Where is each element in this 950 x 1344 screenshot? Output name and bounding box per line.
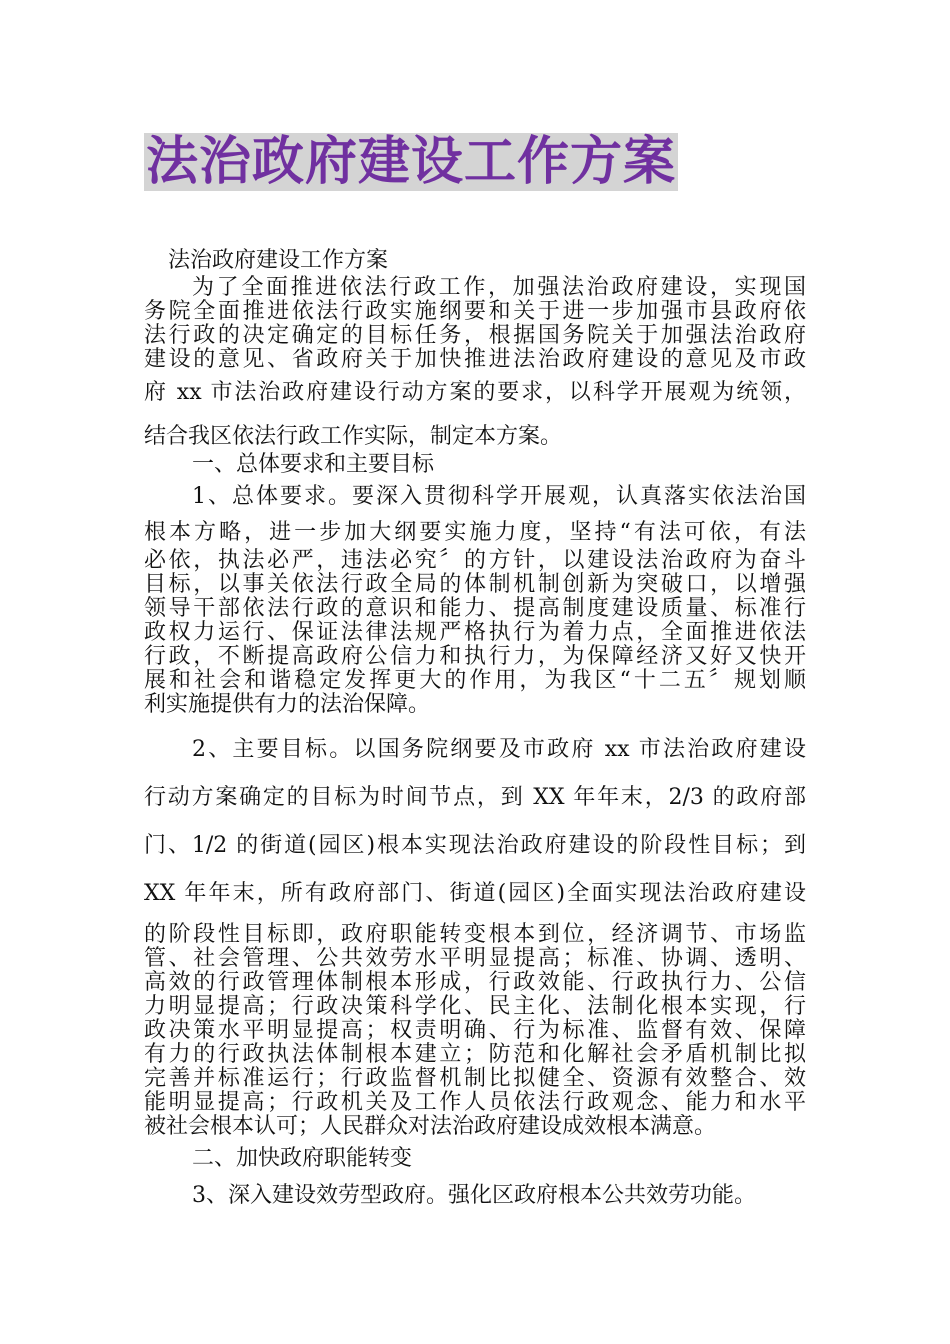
body-line: 二、加快政府职能转变 <box>192 1146 413 1171</box>
body-line: 3、深入建设效劳型政府。强化区政府根本公共效劳功能。 <box>192 1183 756 1208</box>
body-line: 法行政的决定确定的目标任务，根据国务院关于加强法治政府 <box>144 323 806 348</box>
body-line: 一、总体要求和主要目标 <box>192 452 435 477</box>
body-line: 1、总体要求。要深入贯彻科学开展观，认真落实依法治国 <box>192 484 806 509</box>
body-line: 力明显提高；行政决策科学化、民主化、法制化根本实现，行 <box>144 994 806 1019</box>
body-line: 完善并标准运行；行政监督机制比拟健全、资源有效整合、效 <box>144 1066 806 1091</box>
body-line: XX 年年末，所有政府部门、街道(园区)全面实现法治政府建设 <box>144 881 806 906</box>
body-line: 府 xx 市法治政府建设行动方案的要求，以科学开展观为统领， <box>144 380 806 405</box>
body-line: 2、主要目标。以国务院纲要及市政府 xx 市法治政府建设 <box>192 737 806 762</box>
body-line: 利实施提供有力的法治保障。 <box>144 692 431 717</box>
document-title: 法治政府建设工作方案 <box>146 132 677 192</box>
body-line: 政决策水平明显提高；权责明确、行为标准、监督有效、保障 <box>144 1018 806 1043</box>
body-line: 高效的行政管理体制根本形成，行政效能、行政执行力、公信 <box>144 970 806 995</box>
body-line: 必依，执法必严，违法必究〞的方针，以建设法治政府为奋斗 <box>144 548 806 573</box>
body-line: 行政，不断提高政府公信力和执行力，为保障经济又好又快开 <box>144 644 806 669</box>
body-line: 政权力运行、保证法律法规严格执行为着力点，全面推进依法 <box>144 620 806 645</box>
title-highlight <box>144 133 678 191</box>
body-line: 建设的意见、省政府关于加快推进法治政府建设的意见及市政 <box>144 347 806 372</box>
body-line: 门、1/2 的街道(园区)根本实现法治政府建设的阶段性目标；到 <box>144 833 806 858</box>
body-line: 务院全面推进依法行政实施纲要和关于进一步加强市县政府依 <box>144 299 806 324</box>
body-line: 有力的行政执法体制根本建立；防范和化解社会矛盾机制比拟 <box>144 1042 806 1067</box>
body-line: 法治政府建设工作方案 <box>168 248 389 273</box>
body-line: 的阶段性目标即，政府职能转变根本到位，经济调节、市场监 <box>144 922 806 947</box>
body-line: 管、社会管理、公共效劳水平明显提高；标准、协调、透明、 <box>144 946 806 971</box>
body-line: 目标，以事关依法行政全局的体制机制创新为突破口，以增强 <box>144 572 806 597</box>
body-line: 领导干部依法行政的意识和能力、提高制度建设质量、标准行 <box>144 596 806 621</box>
body-line: 根本方略，进一步加大纲要实施力度，坚持“有法可依，有法 <box>144 520 806 545</box>
body-line: 能明显提高；行政机关及工作人员依法行政观念、能力和水平 <box>144 1090 806 1115</box>
body-line: 为了全面推进依法行政工作，加强法治政府建设，实现国 <box>192 275 806 300</box>
body-line: 行动方案确定的目标为时间节点，到 XX 年年末，2/3 的政府部 <box>144 785 806 810</box>
body-line: 被社会根本认可；人民群众对法治政府建设成效根本满意。 <box>144 1114 717 1139</box>
body-line: 结合我区依法行政工作实际，制定本方案。 <box>144 424 563 449</box>
body-line: 展和社会和谐稳定发挥更大的作用，为我区“十二五〞规划顺 <box>144 668 806 693</box>
